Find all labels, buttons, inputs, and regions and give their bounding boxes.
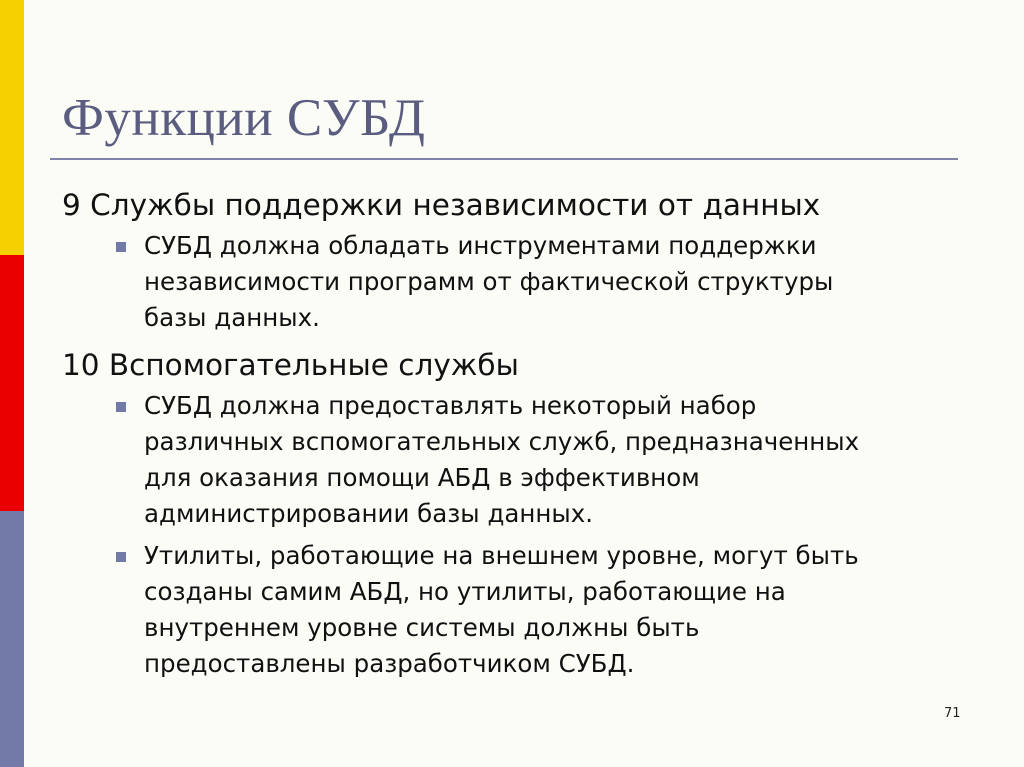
side-color-bar — [0, 0, 24, 767]
slide-content — [62, 182, 982, 688]
section-utility-services — [62, 342, 982, 682]
side-bar-red-segment — [0, 255, 24, 511]
bullet-list — [62, 388, 982, 682]
bullet-item — [62, 388, 982, 532]
square-bullet-icon — [116, 402, 126, 412]
bullet-list — [62, 228, 982, 336]
bullet-text: Утилиты, работающие на внешнем уровне, могут быть созданы самим АБД, но утилиты, работающие на внутреннем уровне системы должны быть предоставлены разработчиком СУБД. — [144, 541, 859, 678]
page-number: 71 — [944, 706, 961, 721]
slide-title: Функции СУБД — [62, 89, 426, 147]
bullet-item — [62, 228, 982, 336]
side-bar-yellow-segment — [0, 0, 24, 255]
section-heading: 10 Вспомогательные службы — [62, 348, 519, 382]
side-bar-slate-segment — [0, 511, 24, 767]
bullet-item — [62, 538, 982, 682]
title-underline — [50, 158, 958, 160]
bullet-text: СУБД должна обладать инструментами поддержки независимости программ от фактической структуры базы данных. — [144, 231, 834, 332]
section-data-independence — [62, 182, 982, 336]
section-heading: 9 Службы поддержки независимости от данных — [62, 188, 821, 222]
bullet-text: СУБД должна предоставлять некоторый набор различных вспомогательных служб, предназначенных для оказания помощи АБД в эффективном администрировании базы данных. — [144, 391, 860, 528]
square-bullet-icon — [116, 242, 126, 252]
square-bullet-icon — [116, 552, 126, 562]
